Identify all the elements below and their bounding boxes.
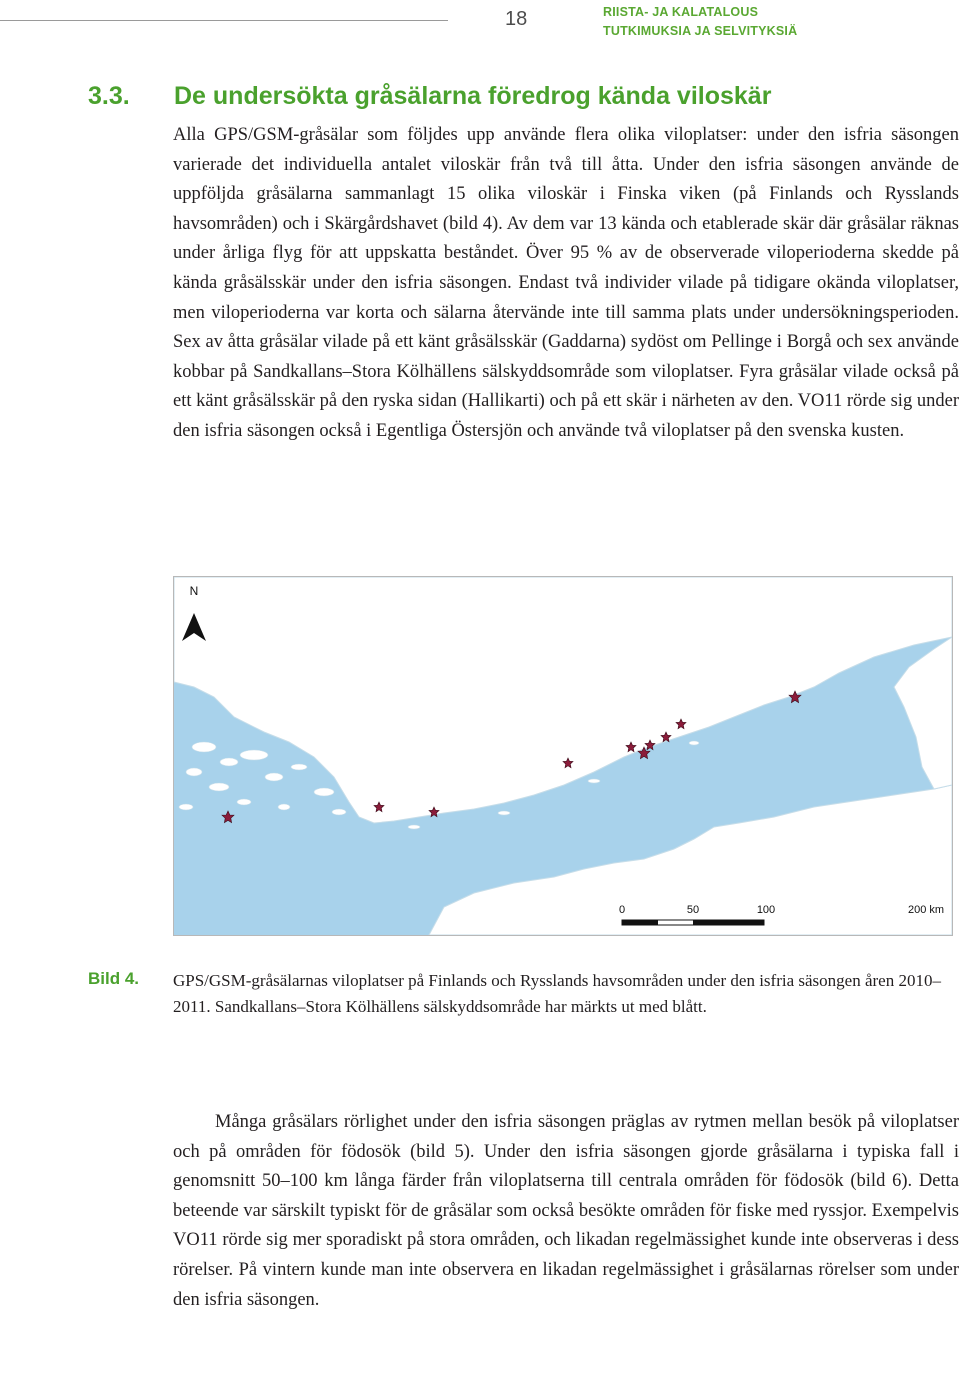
map-figure <box>173 576 953 936</box>
caption-text: GPS/GSM-gråsälarnas viloplatser på Finlands och Rysslands havsområden under den isfria säsongen åren 2010–2011. Sandkallans–Stora Kölhällens sälskyddsområde har märkts ut med blått. <box>173 971 941 1016</box>
map-svg <box>174 577 952 935</box>
series-line-1: RIISTA- JA KALATALOUS <box>603 5 759 19</box>
scale-label-100: 100 <box>756 904 776 916</box>
scale-label-0: 0 <box>618 904 626 916</box>
section-title: De undersökta gråsälarna föredrog kända viloskär <box>174 82 772 110</box>
publication-series <box>603 3 797 41</box>
page-number: 18 <box>505 8 528 30</box>
finland-land <box>174 577 952 823</box>
caption-label: Bild 4. <box>88 969 140 988</box>
site-marker <box>222 811 234 823</box>
header-rule <box>0 20 448 21</box>
russia-land <box>894 637 952 789</box>
north-label: N <box>189 584 199 598</box>
series-line-2: TUTKIMUKSIA JA SELVITYKSIÄ <box>603 24 798 38</box>
section-number: 3.3. <box>88 82 130 110</box>
scale-label-200: 200 km <box>907 904 945 916</box>
body-paragraph-1: Alla GPS/GSM-gråsälar som följdes upp använde flera olika viloplatser: under den isfria säsongen varierade det individuella antalet viloskär från två till åtta. Under den isfria säsongen använde de uppföljda gråsälarna sammanlagt 15 olika viloskär i Finska viken (på Finlands och Rysslands havsområden) och i Skärgårdshavet (bild 4). Av dem var 13 kända och etablerade skär där gråsälar räknas under årliga flyg för att uppskatta beståndet. Över 95 % av de observerade viloperioderna skedde på kända gråsälsskär under den isfria säsongen. Endast två individer vilade på tidigare okända viloplatser, men viloperioderna var korta och sälarna återvände inte till samma plats under undersökningsperioden. Sex av åtta gråsälar vilade på ett känt gråsälsskär (Gaddarna) sydöst om Pellinge i Borgå och sex använde kobbar på Sandkallans–Stora Kölhällens sälskyddsområde som viloplatser. Fyra gråsälar vilade också på ett känt gråsälsskär på den ryska sidan (Hallikarti) och på ett skär i närheten av den. VO11 rörde sig under den isfria säsongen också i Egentliga Östersjön och använde två viloplatser på den svenska kusten. <box>173 125 959 441</box>
body-paragraph-2: Många gråsälars rörlighet under den isfria säsongen präglas av rytmen mellan besök på viloplatser och på områden för födosök (bild 5). Under den isfria säsongen gjorde gråsälarna i typiska fall i genomsnitt 50–100 km långa färder från viloplatserna till centrala områden för födosök (bild 6). Detta beteende var särskilt typiskt för de gråsälar som också besökte områden för fiske med ryssjor. Exempelvis VO11 rörde sig mer sporadiskt på stora områden, och likadan regelmässighet kunde inte observeras i dess rörelser. På vintern kunde man inte observera en likadan regelmässighet i gråsälarnas rörelser som under den isfria säsongen. <box>173 1112 959 1310</box>
scale-label-50: 50 <box>686 904 700 916</box>
section-heading <box>88 82 771 111</box>
